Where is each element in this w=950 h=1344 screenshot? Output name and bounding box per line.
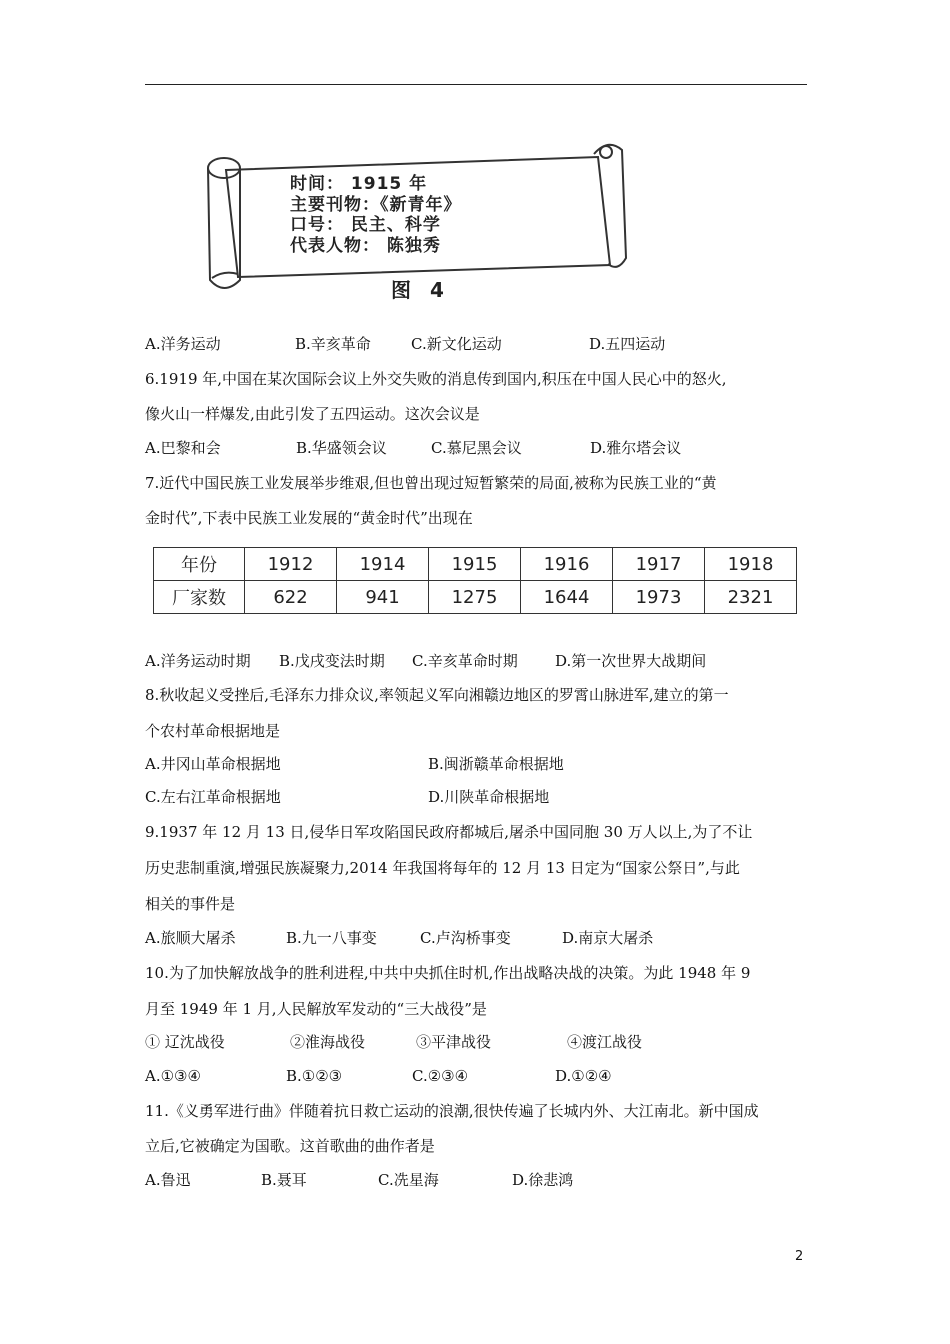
q10-item-2: ②淮海战役 bbox=[290, 1033, 366, 1051]
q7-option-b: B.戊戌变法时期 bbox=[279, 652, 385, 670]
table-cell: 1916 bbox=[521, 548, 613, 581]
q11-option-c: C.冼星海 bbox=[378, 1171, 439, 1189]
table-cell: 1918 bbox=[705, 548, 797, 581]
table-row-counts bbox=[154, 581, 797, 614]
q9-stem-line-3: 相关的事件是 bbox=[145, 895, 236, 913]
q8-stem-line-2: 个农村革命根据地是 bbox=[145, 722, 281, 740]
q7-stem-line-2: 金时代”,下表中民族工业发展的“黄金时代”出现在 bbox=[145, 509, 473, 527]
q10-stem-line-2: 月至 1949 年 1 月,人民解放军发动的“三大战役”是 bbox=[145, 1000, 487, 1018]
header-rule bbox=[145, 84, 807, 85]
q8-option-d: D.川陕革命根据地 bbox=[428, 788, 550, 806]
row-header-count: 厂家数 bbox=[154, 581, 245, 614]
table-cell: 1912 bbox=[245, 548, 337, 581]
table-row-years bbox=[154, 548, 797, 581]
q10-option-b: B.①②③ bbox=[286, 1067, 343, 1085]
q11-stem-line-2: 立后,它被确定为国歌。这首歌曲的曲作者是 bbox=[145, 1137, 435, 1155]
table-cell: 1915 bbox=[429, 548, 521, 581]
table-cell: 1644 bbox=[521, 581, 613, 614]
q10-option-d: D.①②④ bbox=[555, 1067, 612, 1085]
q7-option-c: C.辛亥革命时期 bbox=[412, 652, 518, 670]
q6-option-b: B.华盛领会议 bbox=[296, 439, 387, 457]
q9-stem-line-2: 历史悲制重演,增强民族凝聚力,2014 年我国将每年的 12 月 13 日定为“国家公祭日”,与此 bbox=[145, 859, 740, 877]
q11-option-d: D.徐悲鸿 bbox=[512, 1171, 574, 1189]
q11-option-a: A.鲁迅 bbox=[145, 1171, 191, 1189]
q10-item-1: ① 辽沈战役 bbox=[145, 1033, 225, 1051]
q9-option-c: C.卢沟桥事变 bbox=[420, 929, 511, 947]
q7-option-d: D.第一次世界大战期间 bbox=[555, 652, 707, 670]
scroll-text bbox=[290, 174, 462, 256]
q8-option-c: C.左右江革命根据地 bbox=[145, 788, 281, 806]
q5-option-a: A.洋务运动 bbox=[145, 335, 221, 353]
figure-caption: 图 4 bbox=[391, 278, 450, 302]
q8-stem-line-1: 8.秋收起义受挫后,毛泽东力排众议,率领起义军向湘赣边地区的罗霄山脉进军,建立的第一 bbox=[145, 686, 729, 704]
q6-option-d: D.雅尔塔会议 bbox=[590, 439, 682, 457]
q8-option-b: B.闽浙赣革命根据地 bbox=[428, 755, 564, 773]
row-header-year: 年份 bbox=[154, 548, 245, 581]
q7-stem-line-1: 7.近代中国民族工业发展举步维艰,但也曾出现过短暂繁荣的局面,被称为民族工业的“黄 bbox=[145, 474, 717, 492]
table-cell: 2321 bbox=[705, 581, 797, 614]
q9-option-a: A.旅顺大屠杀 bbox=[145, 929, 236, 947]
q5-option-b: B.辛亥革命 bbox=[295, 335, 371, 353]
q10-option-a: A.①③④ bbox=[145, 1067, 201, 1085]
page-number: 2 bbox=[795, 1249, 804, 1264]
table-cell: 941 bbox=[337, 581, 429, 614]
q6-option-c: C.慕尼黑会议 bbox=[431, 439, 522, 457]
q7-option-a: A.洋务运动时期 bbox=[145, 652, 251, 670]
q9-option-d: D.南京大屠杀 bbox=[562, 929, 654, 947]
q10-item-4: ④渡江战役 bbox=[567, 1033, 643, 1051]
q10-item-3: ③平津战役 bbox=[416, 1033, 492, 1051]
scroll-line-journal: 主要刊物：《新青年》 bbox=[290, 194, 462, 215]
q9-option-b: B.九一八事变 bbox=[286, 929, 377, 947]
q5-option-d: D.五四运动 bbox=[589, 335, 666, 353]
table-cell: 1917 bbox=[613, 548, 705, 581]
table-cell: 1973 bbox=[613, 581, 705, 614]
factory-count-table bbox=[153, 547, 797, 614]
q6-stem-line-1: 6.1919 年,中国在某次国际会议上外交失败的消息传到国内,积压在中国人民心中的怒火, bbox=[145, 370, 727, 388]
table-cell: 1914 bbox=[337, 548, 429, 581]
table-cell: 622 bbox=[245, 581, 337, 614]
q9-stem-line-1: 9.1937 年 12 月 13 日,侵华日军攻陷国民政府都城后,屠杀中国同胞 30 万人以上,为了不让 bbox=[145, 823, 753, 841]
q5-option-c: C.新文化运动 bbox=[411, 335, 502, 353]
q6-stem-line-2: 像火山一样爆发,由此引发了五四运动。这次会议是 bbox=[145, 405, 480, 423]
scroll-line-slogan: 口号： 民主、科学 bbox=[290, 215, 441, 235]
table-cell: 1275 bbox=[429, 581, 521, 614]
q6-option-a: A.巴黎和会 bbox=[145, 439, 221, 457]
scroll-line-figure: 代表人物： 陈独秀 bbox=[290, 235, 441, 256]
q8-option-a: A.井冈山革命根据地 bbox=[145, 755, 281, 773]
q11-option-b: B.聂耳 bbox=[261, 1171, 307, 1189]
scroll-line-time: 时间： 1915 年 bbox=[290, 174, 428, 194]
q10-option-c: C.②③④ bbox=[412, 1067, 469, 1085]
q11-stem-line-1: 11.《义勇军进行曲》伴随着抗日救亡运动的浪潮,很快传遍了长城内外、大江南北。新中国成 bbox=[145, 1102, 759, 1120]
q10-stem-line-1: 10.为了加快解放战争的胜利进程,中共中央抓住时机,作出战略决战的决策。为此 1948 年 9 bbox=[145, 964, 751, 982]
figure-4-scroll bbox=[198, 140, 638, 310]
